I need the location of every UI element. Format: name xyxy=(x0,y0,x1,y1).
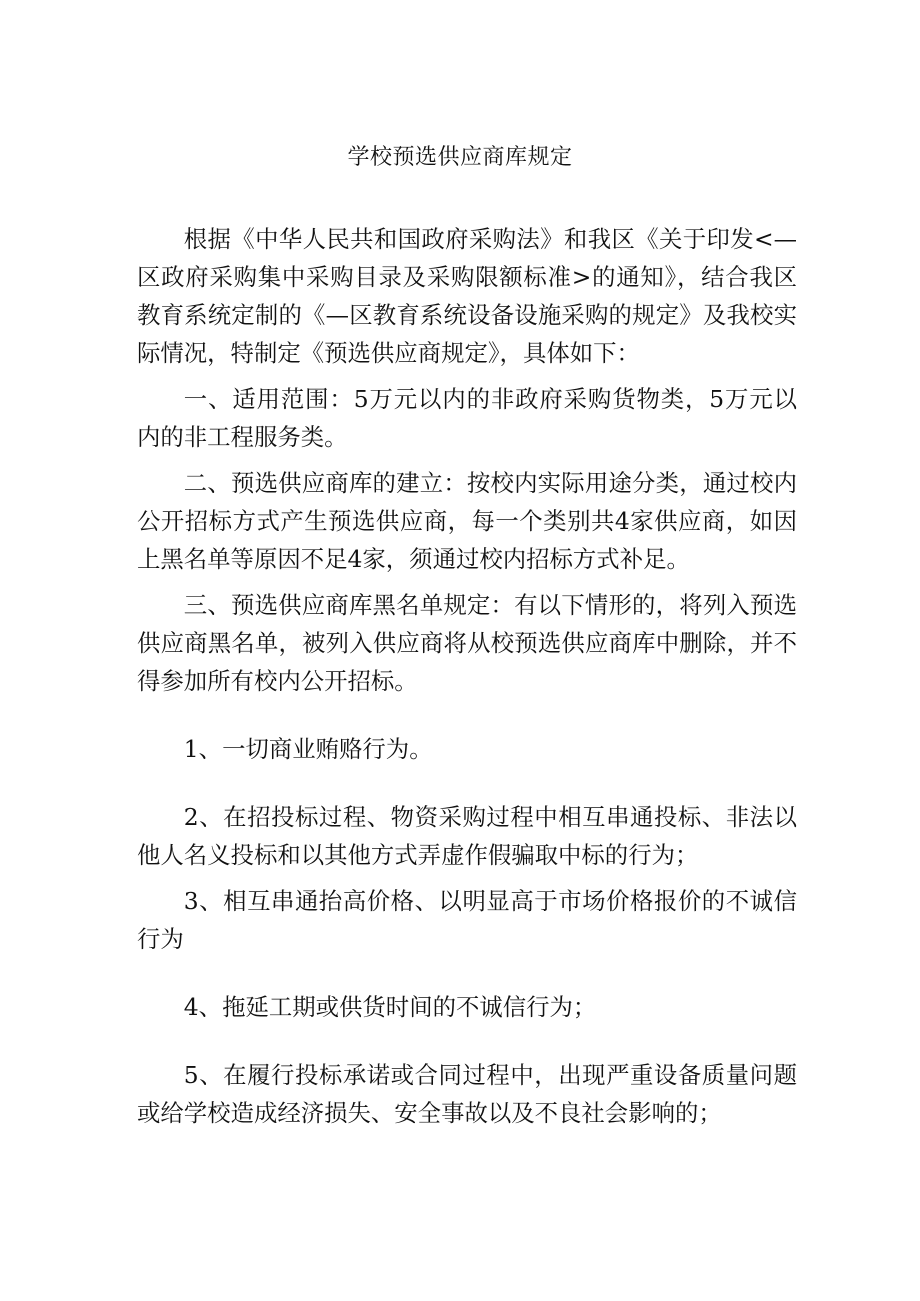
paragraph-scope: 一、适用范围：5万元以内的非政府采购货物类，5万元以内的非工程服务类。 xyxy=(137,385,797,451)
list-item: 4、拖延工期或供货时间的不诚信行为； xyxy=(183,993,597,1021)
paragraph-blacklist: 三、预选供应商库黑名单规定：有以下情形的，将列入预选供应商黑名单，被列入供应商将从校预选供应商库中删除，并不得参加所有校内公开招标。 xyxy=(137,591,797,695)
list-item: 2、在招投标过程、物资采购过程中相互串通投标、非法以他人名义投标和以其他方式弄虚作假骗取中标的行为； xyxy=(137,803,797,869)
document-title: 学校预选供应商库规定 xyxy=(347,145,573,170)
document-body xyxy=(137,220,797,1140)
paragraph-establishment: 二、预选供应商库的建立：按校内实际用途分类，通过校内公开招标方式产生预选供应商，每一个类别共4家供应商，如因上黑名单等原因不足4家，须通过校内招标方式补足。 xyxy=(137,469,797,573)
paragraph-intro: 根据《中华人民共和国政府采购法》和我区《关于印发<—区政府采购集中采购目录及采购限额标准>的通知》，结合我区教育系统定制的《—区教育系统设备设施采购的规定》及我校实际情况，特制定《预选供应商规定》，具体如下： xyxy=(137,225,797,367)
list-item: 1、一切商业贿赂行为。 xyxy=(183,735,433,763)
list-item: 3、相互串通抬高价格、以明显高于市场价格报价的不诚信行为 xyxy=(137,887,797,953)
list-item: 5、在履行投标承诺或合同过程中，出现严重设备质量问题或给学校造成经济损失、安全事故以及不良社会影响的； xyxy=(137,1061,797,1127)
